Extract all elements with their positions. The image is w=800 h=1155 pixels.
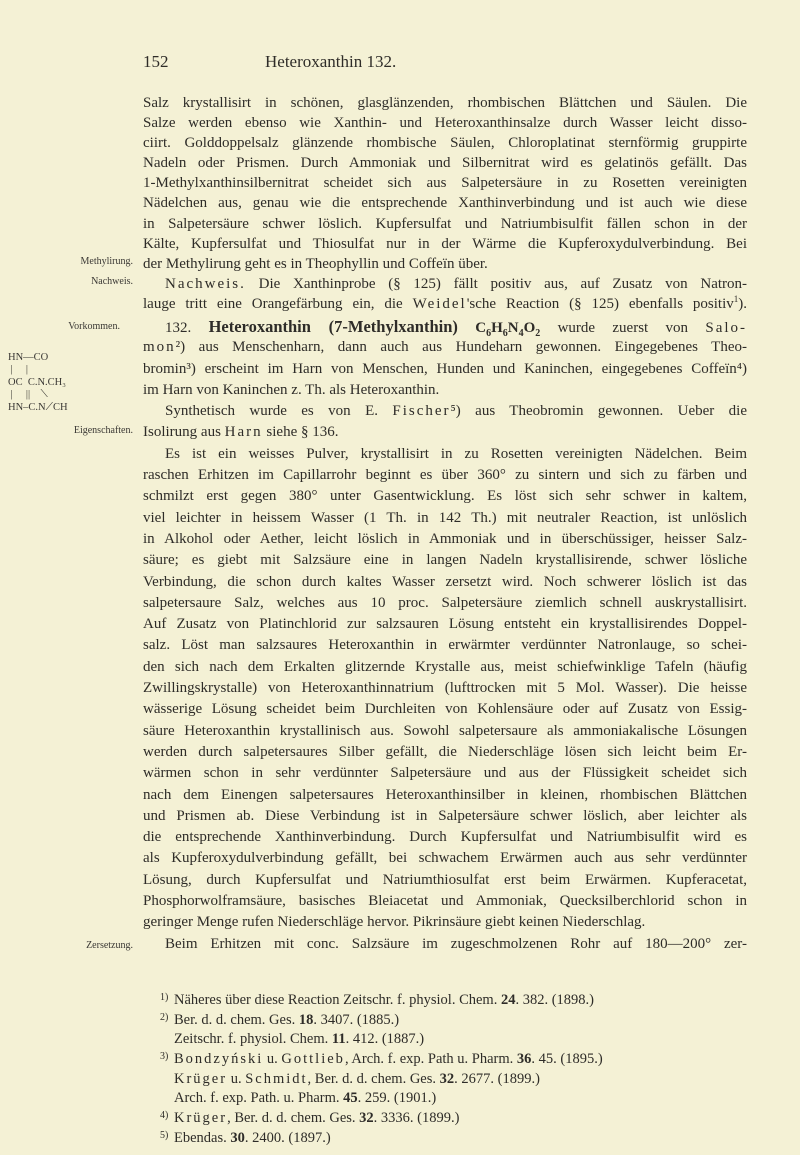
text-line bbox=[143, 465, 747, 486]
text-line bbox=[143, 678, 747, 699]
author-name: Schmidt bbox=[245, 1070, 308, 1087]
section-a bbox=[143, 93, 747, 314]
volume-number: 32 bbox=[439, 1070, 455, 1087]
text: wässerige Lösung scheidet beim Durchleiten von Kohlensäure oder auf Zusatz von Essig- bbox=[143, 701, 747, 718]
author-name: Weidel bbox=[412, 295, 467, 312]
text-line bbox=[143, 444, 747, 465]
author-name: mon bbox=[143, 339, 176, 356]
text-line: ciirt. Golddoppelsalz glänzende rhombische Säulen, Chloroplatinat sternförmig gruppirte bbox=[143, 135, 747, 152]
footnote-ref: 1 bbox=[733, 293, 739, 304]
text-line bbox=[143, 380, 747, 401]
formula-row: HN—CO bbox=[8, 352, 49, 363]
text-line bbox=[143, 422, 747, 443]
text-line bbox=[143, 486, 747, 507]
text-line bbox=[143, 572, 747, 593]
text-line bbox=[143, 785, 747, 806]
text-line bbox=[143, 763, 747, 784]
author-name: Fischer bbox=[392, 403, 451, 420]
margin-note-nachweis: Nachweis. bbox=[91, 276, 133, 287]
text: Lösung, durch Kupfersulfat und Natriumthiosulfat erst beim Erwärmen. Kupferacetat, bbox=[143, 871, 747, 888]
text: . 412. (1887.) bbox=[345, 1031, 425, 1048]
text: nach dem Einengen salpetersaures Heteroxanthinsilber in kleinen, rhombischen Blättchen bbox=[143, 786, 747, 803]
text: Beim Erhitzen mit conc. Salzsäure im zugeschmolzenen Rohr auf 180—200° zer- bbox=[165, 935, 747, 952]
margin-note-eigenschaften: Eigenschaften. bbox=[73, 425, 133, 436]
text-line bbox=[143, 593, 747, 614]
text: bromin³) erscheint im Harn von Menschen, Hunden und Kaninchen, eingegebenes Coffeïn⁴) bbox=[143, 360, 747, 377]
text-line bbox=[143, 508, 747, 529]
text: . 2400. (1897.) bbox=[244, 1129, 331, 1146]
text-line: Salze werden ebenso wie Xanthin- und Heteroxanthinsalze durch Wasser leicht disso- bbox=[143, 115, 747, 132]
running-title: Heteroxanthin 132. bbox=[265, 52, 397, 71]
text: und Prismen ab. Diese Verbindung ist in Salpetersäure schwer löslich, aber leichter als bbox=[143, 807, 747, 824]
margin-note-vorkommen: Vorkommen. bbox=[68, 321, 120, 332]
text-line bbox=[143, 742, 747, 763]
text: als Kupferoxydulverbindung gefällt, bei schwachem Erwärmen auch aus sehr verdünnter bbox=[143, 850, 747, 867]
footnote-number: 3) bbox=[160, 1051, 169, 1063]
text: die entsprechende Xanthinverbindung. Durch Kupfersulfat und Natriumbisulfit wird es bbox=[143, 829, 747, 846]
text: Verbindung, die schon durch kaltes Wasser zersetzt wird. Noch schwerer löslich ist das bbox=[143, 573, 747, 590]
nachweis-label: Nachweis. bbox=[165, 275, 246, 292]
text: . 382. (1898.) bbox=[515, 992, 595, 1008]
footnote bbox=[160, 1011, 603, 1031]
text: . 2677. (1899.) bbox=[454, 1070, 540, 1087]
text: Isolirung aus bbox=[143, 424, 225, 441]
text: Auf Zusatz von Platinchlorid zur salzsauren Lösung entsteht ein krystallisirendes Doppel- bbox=[143, 616, 747, 633]
text-line bbox=[143, 721, 747, 742]
text-line bbox=[143, 870, 747, 891]
text: schmilzt erst gegen 380° unter Gasentwicklung. Es löst sich sehr schwer in kaltem, bbox=[143, 488, 747, 505]
margin-note-methylirung: Methylirung. bbox=[80, 256, 133, 267]
footnote bbox=[160, 1109, 603, 1129]
text: u. bbox=[263, 1051, 282, 1068]
text: Zeitschr. f. physiol. Chem. bbox=[174, 1031, 332, 1048]
volume-number: 24 bbox=[500, 992, 516, 1008]
volume-number: 36 bbox=[516, 1051, 532, 1068]
text: den sich nach dem Erkalten glitzernde Krystalle aus, meist schiefwinklige Tafeln (häufig bbox=[143, 658, 747, 675]
formula-subscript: 6 bbox=[486, 328, 492, 339]
section-number: 132. bbox=[165, 320, 192, 336]
text: viel leichter in heissem Wasser (1 Th. in 142 Th.) mit neutraler Reaction, ist unlöslich bbox=[143, 509, 747, 526]
text: geringer Menge rufen Niederschläge hervor. Pikrinsäure giebt keinen Niederschlag. bbox=[143, 914, 646, 931]
text-line: Nädelchen aus, genau wie die entsprechende Xanthinverbindung und ist auch wie diese bbox=[143, 195, 747, 212]
text: , Arch. f. exp. Path u. Pharm. bbox=[344, 1051, 517, 1068]
text: Synthetisch wurde es von E. bbox=[165, 403, 393, 420]
chemical-formula bbox=[475, 320, 541, 339]
text: , Ber. d. d. chem. Ges. bbox=[227, 1110, 360, 1127]
structural-formula bbox=[8, 332, 68, 433]
text: . 45. (1895.) bbox=[531, 1051, 603, 1068]
volume-number: 18 bbox=[298, 1011, 314, 1028]
text: . 3407. (1885.) bbox=[313, 1011, 400, 1028]
text: wurde zuerst von bbox=[557, 320, 689, 336]
text: Arch. f. exp. Path. u. Pharm. bbox=[174, 1090, 344, 1107]
margin-note-zersetzung: Zersetzung. bbox=[86, 940, 133, 951]
author-name: Harn bbox=[224, 424, 263, 441]
formula-element: O bbox=[523, 320, 536, 336]
footnote-number: 1) bbox=[160, 992, 169, 1003]
text: . 259. (1901.) bbox=[357, 1090, 437, 1107]
volume-number: 45 bbox=[343, 1090, 358, 1107]
text-line bbox=[143, 550, 747, 571]
text: siehe § 136. bbox=[262, 424, 339, 441]
text: Zwillingskrystalle) von Heteroxanthinnatrium (lufttrocken mit 5 Mol. Wasser). Die heisse bbox=[143, 680, 747, 697]
text: in Alkohol oder Aether, leicht löslich in Ammoniak und in überschüssiger, heisser Salz- bbox=[143, 530, 747, 547]
text-line bbox=[143, 827, 747, 848]
text: wärmen schon in sehr verdünnter Salpetersäure und aus der Flüssigkeit scheidet sich bbox=[143, 765, 747, 782]
text-line bbox=[143, 699, 747, 720]
formula-element: N bbox=[507, 320, 519, 336]
formula-row: | || ⟍ bbox=[8, 389, 48, 400]
text-line bbox=[143, 848, 747, 869]
text: salz. Löst man salzsaures Heteroxanthin in erwärmter verdünnter Natronlauge, so schei- bbox=[143, 637, 747, 654]
author-name: Krüger bbox=[174, 1110, 228, 1127]
formula-row: | | bbox=[8, 364, 28, 375]
footnote-number: 4) bbox=[160, 1110, 169, 1122]
author-name: Bondzyński bbox=[174, 1051, 264, 1068]
section-b bbox=[143, 316, 747, 955]
text: ⁵) aus Theobromin gewonnen. Ueber die bbox=[450, 403, 747, 420]
page-number: 152 bbox=[143, 52, 169, 71]
text: Phosphorwolframsäure, basisches Bleiacetat und Ammoniak, Quecksilberchlorid schon in bbox=[143, 893, 747, 910]
footnote bbox=[160, 1050, 603, 1070]
formula-element: C bbox=[475, 320, 487, 336]
nachweis-line-1 bbox=[143, 274, 747, 294]
text-line bbox=[143, 891, 747, 912]
text: u. bbox=[227, 1070, 246, 1087]
volume-number: 30 bbox=[230, 1129, 245, 1146]
formula-row: OC C.N.CH₃ bbox=[8, 377, 66, 388]
text: Es ist ein weisses Pulver, krystallisirt in zu Rosetten vereinigten Nädelchen. Beim bbox=[165, 445, 747, 462]
formula-subscript: 4 bbox=[518, 328, 524, 339]
footnote-number: 5) bbox=[160, 1129, 169, 1141]
text-line bbox=[143, 934, 747, 955]
text: ). bbox=[738, 295, 748, 312]
footnote bbox=[160, 1030, 603, 1050]
formula-element: H bbox=[491, 320, 503, 336]
text-line bbox=[143, 401, 747, 422]
text: lauge tritt eine Orangefärbung ein, die bbox=[143, 295, 403, 312]
text-line bbox=[143, 635, 747, 656]
formula-subscript: 6 bbox=[502, 328, 508, 339]
text: . 3336. (1899.) bbox=[373, 1110, 460, 1127]
author-name: Gottlieb bbox=[281, 1051, 345, 1068]
text-line bbox=[143, 359, 747, 380]
volume-number: 32 bbox=[359, 1110, 374, 1127]
text-line bbox=[143, 806, 747, 827]
text: im Harn von Kaninchen z. Th. als Heteroxanthin. bbox=[143, 381, 440, 398]
text: Ber. d. d. chem. Ges. bbox=[174, 1011, 299, 1028]
text: 'sche Reaction (§ 125) ebenfalls positiv bbox=[466, 295, 734, 312]
formula-row: HN–C.N⟋CH bbox=[8, 402, 68, 413]
footnote bbox=[160, 1129, 603, 1149]
text: säure Heteroxanthin krystallinisch aus. Sowohl salpetersaure als ammoniakalische Lösungen bbox=[143, 722, 747, 739]
text-line: 1-Methylxanthinsilbernitrat scheidet sich aus Salpetersäure in zu Rosetten vereinigten bbox=[143, 175, 747, 192]
footnote bbox=[160, 991, 603, 1011]
text-line: der Methylirung geht es in Theophyllin und Coffeïn über. bbox=[143, 255, 488, 272]
text: , Ber. d. d. chem. Ges. bbox=[307, 1070, 440, 1087]
text: raschen Erhitzen im Capillarrohr beginnt es über 360° zu sintern und sich zu färben und bbox=[143, 467, 747, 484]
text: ²) aus Menschenharn, dann auch aus Hundeharn gewonnen. Eingegebenes Theo- bbox=[175, 339, 747, 356]
text: salpetersaure Salz, welches aus 10 proc. Salpetersäure ziemlich schnell auskrystallisirt. bbox=[143, 594, 747, 611]
section-heading bbox=[143, 316, 747, 337]
footnote bbox=[160, 1089, 603, 1109]
author-name: Krüger bbox=[174, 1070, 228, 1087]
text: Näheres über diese Reaction Zeitschr. f. physiol. Chem. bbox=[174, 992, 501, 1008]
text-line: Salz krystallisirt in schönen, glasglänzenden, rhombischen Blättchen und Säulen. Die bbox=[143, 95, 747, 111]
text-line bbox=[143, 657, 747, 678]
text-line bbox=[143, 529, 747, 550]
footnote bbox=[160, 1070, 603, 1090]
section-title: Heteroxanthin (7-Methylxanthin) bbox=[208, 317, 458, 336]
text: Die Xanthinprobe (§ 125) fällt positiv aus, auf Zusatz von Natron- bbox=[258, 275, 748, 292]
text-line bbox=[143, 614, 747, 635]
volume-number: 11 bbox=[331, 1031, 346, 1048]
formula-subscript: 2 bbox=[535, 328, 541, 339]
text: säure; es giebt mit Salzsäure eine in langen Nadeln krystallisirende, schwer lösliche bbox=[143, 552, 747, 569]
text-line: in Salpetersäure schwer löslich. Kupfersulfat und Natriumbisulfit fällen schon in der bbox=[143, 215, 747, 232]
footnotes bbox=[160, 991, 603, 1149]
nachweis-line-2 bbox=[143, 294, 747, 314]
text-line: Nadeln oder Prismen. Durch Ammoniak und Silbernitrat wird es gelatinös gefällt. Das bbox=[143, 155, 747, 172]
text-line bbox=[143, 337, 747, 358]
text: Ebendas. bbox=[174, 1129, 231, 1146]
footnote-number: 2) bbox=[160, 1011, 169, 1023]
text-line: Kälte, Kupfersulfat und Thiosulfat nur in der Wärme die Kupferoxydulverbindung. Bei bbox=[143, 235, 747, 252]
author-name: Salo- bbox=[705, 320, 748, 336]
text-line bbox=[143, 912, 747, 933]
text: werden durch salpetersaures Silber gefällt, die Niederschläge lösen sich leicht beim Er- bbox=[143, 743, 747, 760]
